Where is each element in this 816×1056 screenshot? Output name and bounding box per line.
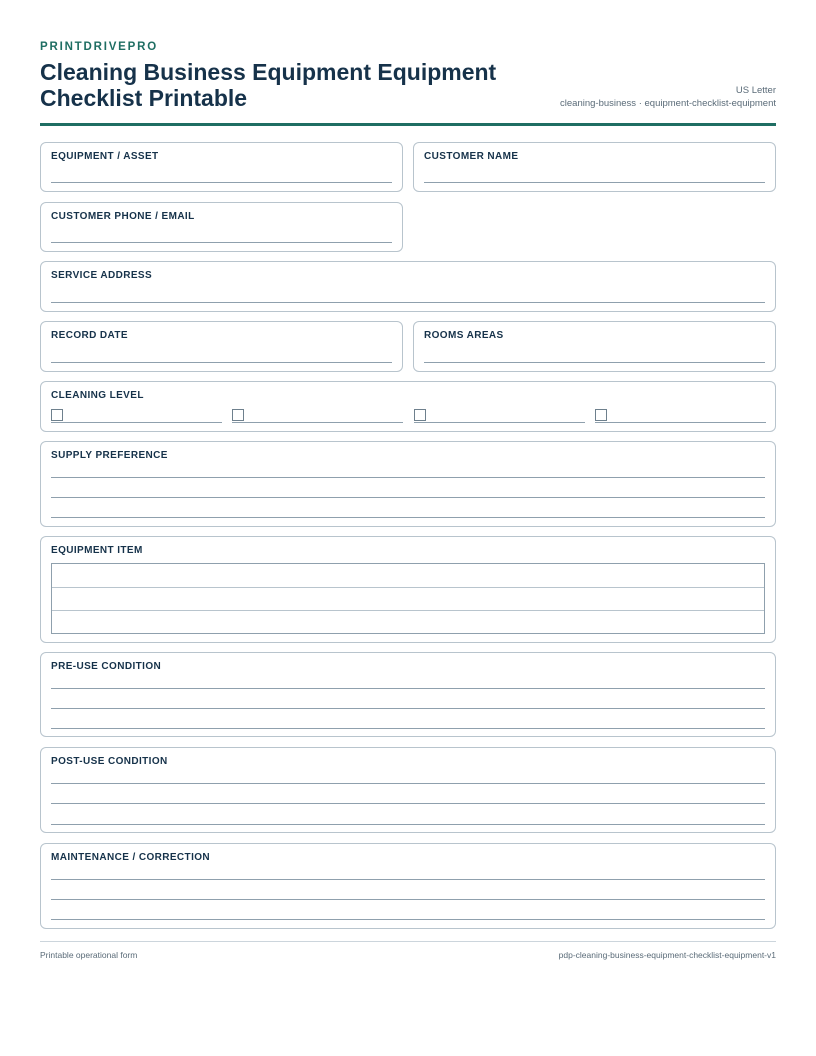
equipment-asset-field[interactable] xyxy=(40,142,403,192)
page-meta xyxy=(560,84,776,110)
write-line[interactable] xyxy=(51,182,392,183)
table-row[interactable] xyxy=(52,587,764,588)
field-label: CUSTOMER NAME xyxy=(424,151,519,162)
rooms-areas-field[interactable] xyxy=(413,321,776,372)
write-line[interactable] xyxy=(51,477,765,478)
field-label: SUPPLY PREFERENCE xyxy=(51,450,168,461)
cleaning-level-option[interactable] xyxy=(51,409,222,423)
category-path: cleaning-business · equipment-checklist-equipment xyxy=(560,98,776,109)
page-footer xyxy=(40,941,776,960)
write-line[interactable] xyxy=(51,899,765,900)
write-line[interactable] xyxy=(51,517,765,518)
write-line[interactable] xyxy=(51,783,765,784)
paper-size: US Letter xyxy=(735,85,776,96)
footer-right-text: pdp-cleaning-business-equipment-checklist-equipment-v1 xyxy=(558,950,776,960)
table-row[interactable] xyxy=(52,610,764,611)
field-label: RECORD DATE xyxy=(51,330,128,341)
field-label: EQUIPMENT / ASSET xyxy=(51,151,159,162)
field-label: MAINTENANCE / CORRECTION xyxy=(51,852,211,863)
write-line[interactable] xyxy=(51,708,765,709)
write-line[interactable] xyxy=(51,497,765,498)
checkbox[interactable] xyxy=(232,409,244,421)
brand-name: PRINTDRIVEPRO xyxy=(40,41,158,53)
write-line[interactable] xyxy=(424,182,765,183)
cleaning-level-option[interactable] xyxy=(232,409,403,423)
field-label: POST-USE CONDITION xyxy=(51,756,168,767)
supply-preference-field[interactable] xyxy=(40,441,776,527)
page-title: Cleaning Business Equipment Equipment Checklist Printable xyxy=(40,59,497,111)
cleaning-level-option[interactable] xyxy=(414,409,585,423)
write-line[interactable] xyxy=(51,824,765,825)
customer-contact-field[interactable] xyxy=(40,202,403,252)
equipment-item-table[interactable] xyxy=(51,563,765,634)
field-label: CUSTOMER PHONE / EMAIL xyxy=(51,211,195,222)
write-line[interactable] xyxy=(51,879,765,880)
field-label: SERVICE ADDRESS xyxy=(51,270,153,281)
footer-left-text: Printable operational form xyxy=(40,950,138,960)
field-label: CLEANING LEVEL xyxy=(51,390,144,401)
write-line[interactable] xyxy=(51,728,765,729)
write-line[interactable] xyxy=(51,302,765,303)
write-line[interactable] xyxy=(51,688,765,689)
write-line[interactable] xyxy=(51,803,765,804)
field-label: ROOMS AREAS xyxy=(424,330,504,341)
write-line[interactable] xyxy=(424,362,765,363)
write-line[interactable] xyxy=(51,362,392,363)
maintenance-correction-field[interactable] xyxy=(40,843,776,929)
write-line[interactable] xyxy=(51,242,392,243)
record-date-field[interactable] xyxy=(40,321,403,372)
checkbox[interactable] xyxy=(414,409,426,421)
service-address-field[interactable] xyxy=(40,261,776,312)
write-line[interactable] xyxy=(51,919,765,920)
checkbox[interactable] xyxy=(51,409,63,421)
cleaning-level-field xyxy=(40,381,776,432)
pre-use-condition-field[interactable] xyxy=(40,652,776,737)
checkbox[interactable] xyxy=(595,409,607,421)
post-use-condition-field[interactable] xyxy=(40,747,776,833)
field-label: PRE-USE CONDITION xyxy=(51,661,162,672)
field-label: EQUIPMENT ITEM xyxy=(51,545,143,556)
page-header xyxy=(40,40,776,126)
customer-name-field[interactable] xyxy=(413,142,776,192)
cleaning-level-option[interactable] xyxy=(595,409,766,423)
equipment-item-field xyxy=(40,536,776,643)
